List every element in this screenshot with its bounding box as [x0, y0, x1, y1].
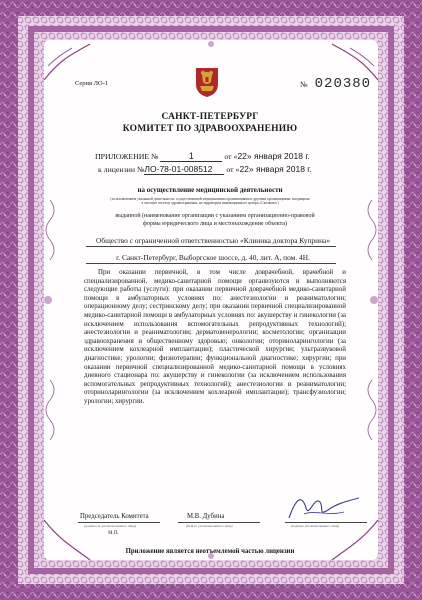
appendix-line: [95, 151, 310, 162]
organization-name: Общество с ограниченной ответственностью «Клиника доктора Куприна»: [95, 236, 331, 245]
committee-title: КОМИТЕТ ПО ЗДРАВООХРАНЕНИЮ: [122, 124, 298, 134]
license-date-prefix: от «: [226, 165, 240, 174]
activity-note: (за исключением указанной деятельности, осуществляемой медицинскими организациями и другими организациями, входящими в частную систему здравоохранения, на территории инновационного центра «Сколково»): [110, 197, 310, 206]
number-prefix: №: [300, 80, 308, 89]
license-line: [98, 164, 312, 175]
activity-heading: на осуществление медицинской деятельности: [137, 186, 283, 194]
appendix-date-prefix: от «: [224, 152, 238, 161]
license-number-value: ЛО-78-01-008512: [144, 164, 224, 175]
city-title: САНКТ-ПЕТЕРБУРГ: [161, 112, 259, 122]
license-number: [300, 76, 371, 92]
series-label: Серия ЛО-1: [75, 80, 109, 87]
license-day: 22: [239, 164, 249, 174]
signatory-position: Председатель Комитета: [80, 513, 149, 520]
issued-to-caption: выданной (наименование организации с указанием организационно-правовой формы юридического лица и местонахождение объекта): [115, 213, 315, 227]
organization-address: г. Санкт-Петербург, Выборгское шоссе, д. 40, лит. А, пом. 4Н.: [116, 253, 310, 262]
license-month-year: » января 2018 г.: [248, 164, 312, 174]
signature-icon: [284, 490, 364, 524]
services-body: При оказании первичной, в том числе доврачебной, врачебной и специализированной, медико-санитарной помощи организуются и выполняются следующие работы (услуги): при оказании первичной доврачебной медико-санитарной помощи в амбулаторных условиях по: анестезиологии и реаниматологии; операционному делу; сестринскому делу; при оказании первичной специализированной медико-санитарной помощи в амбулаторных условиях по: акушерству и гинекологии (за исключением использования вспомогательных репродуктивных технологий); анестезиологии и реаниматологии; дерматовенерологии; косметологии; организации здравоохранения и общественному здоровью; онкологии; оториноларингологии (за исключением кохлеарной имплантации); пластической хирургии; ультразвуковой диагностике; урологии; физиотерапии; функциональной диагностике; хирургии; при оказании первичной специализированной медико-санитарной помощи в условиях дневного стационара по: акушерству и гинекологии (за исключением использования вспомогательных репродуктивных технологий); анестезиологии и реаниматологии; оториноларингологии (за исключением кохлеарной имплантации); трансфузиологии; урологии; хирургии.: [84, 269, 346, 405]
license-label: к лицензии №: [98, 165, 145, 174]
appendix-label: ПРИЛОЖЕНИЕ №: [95, 152, 159, 161]
appendix-month-year: » января 2018 г.: [246, 151, 310, 161]
appendix-day: 22: [237, 151, 247, 161]
name-caption: (Ф.И.О. уполномоченного лица): [186, 524, 233, 528]
appendix-number: 1: [160, 151, 222, 162]
number-value: 020380: [314, 76, 372, 92]
footer-note: Приложение является неотъемлемой частью лицензии: [125, 548, 295, 555]
stamp-place: М.П.: [108, 531, 119, 536]
position-caption: (должность уполномоченного лица): [84, 524, 136, 528]
coat-of-arms-icon: [193, 64, 221, 98]
printer-note: © АО «ОПЕЧАТЬ» (Печатная фабрика М.И. Агаянцева), г. Москва, 2017 г., «Б», Лицензия № 05-05-09/006 ФНС России, тел. (495) 726-4742, www.opcat.ru: [125, 585, 297, 588]
sign-caption: (подпись уполномоченного лица): [291, 524, 340, 528]
signatory-name: М.В. Дубина: [187, 513, 225, 520]
